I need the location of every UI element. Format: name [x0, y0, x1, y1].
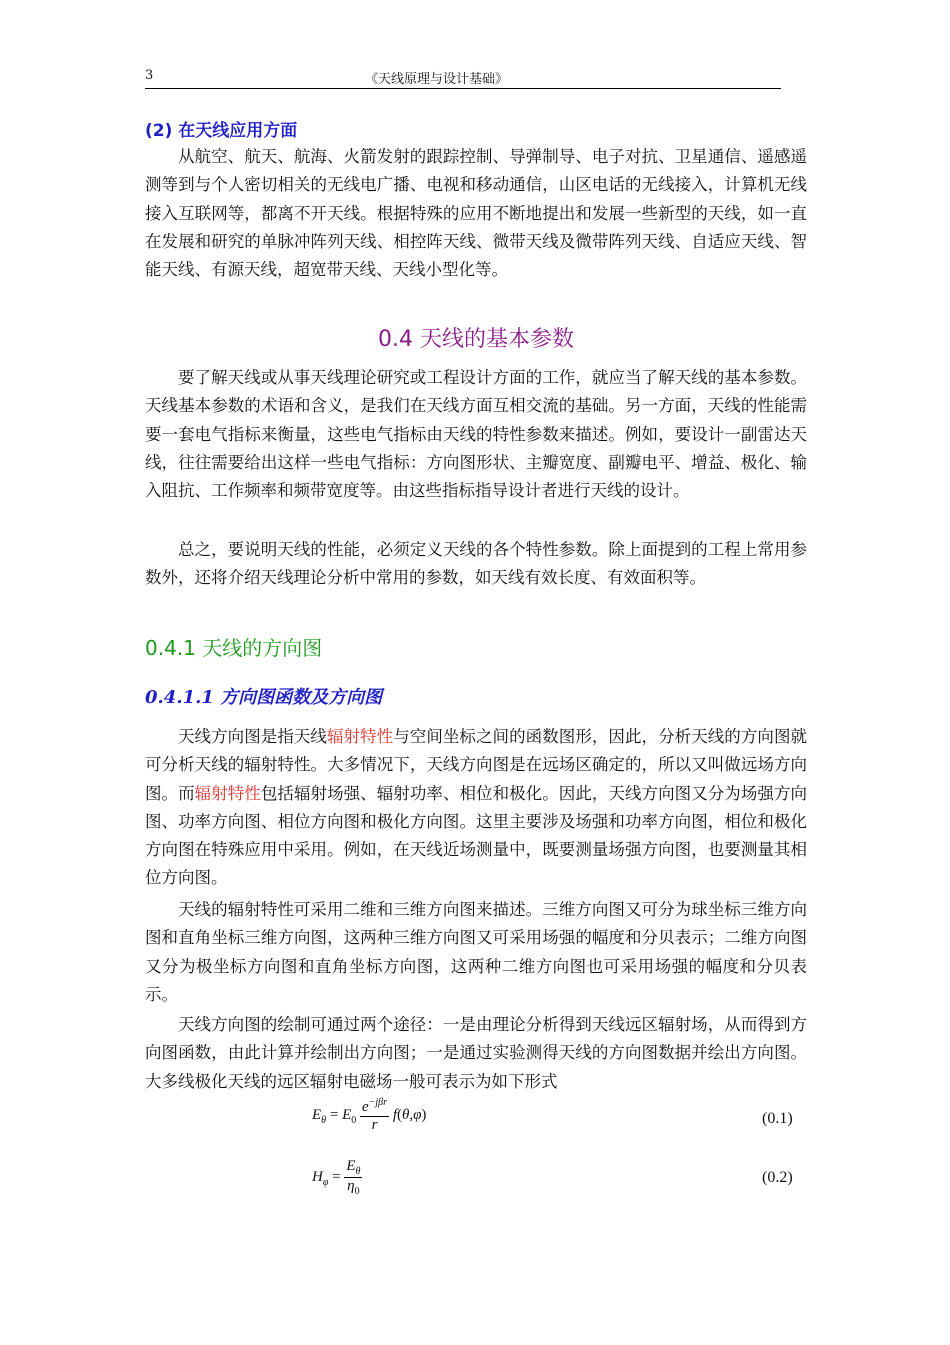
page-header	[145, 66, 781, 89]
paragraph-applications: 从航空、航天、航海、火箭发射的跟踪控制、导弹制导、电子对抗、卫星通信、遥感遥测等到与个人密切相关的无线电广播、电视和移动通信，山区电话的无线接入，计算机无线接入互联网等，都离不开天线。根据特殊的应用不断地提出和发展一些新型的天线，如一直在发展和研究的单脉冲阵列天线、相控阵天线、微带天线及微带阵列天线、自适应天线、智能天线、有源天线，超宽带天线、天线小型化等。	[145, 147, 807, 280]
text-run: 天线方向图是指天线	[178, 727, 327, 746]
text-run: 与空间坐标之间的函数图形，因此，分析天线的方向图就可分析天线的辐射特性。大多情况下，天线方向图是在远场区确定的，所以又叫做远场方向图。而	[145, 727, 808, 803]
paragraph-pattern-definition	[145, 723, 807, 893]
page-number: 3	[145, 68, 154, 83]
equation-0-2: $H_\varphi$ = $\frac{E_\theta}{\eta_0}$	[312, 1158, 361, 1197]
subsection-heading-0-4-1: 0.4.1 天线的方向图	[145, 636, 323, 660]
highlight-radiation-characteristic: 辐射特性	[327, 727, 394, 746]
paragraph-pattern-types: 天线的辐射特性可采用二维和三维方向图来描述。三维方向图又可分为球坐标三维方向图和直角坐标三维方向图，这两种三维方向图又可采用场强的幅度和分贝表示；二维方向图又分为极坐标方向图和直角坐标方向图，这两种二维方向图也可采用场强的幅度和分贝表示。	[145, 900, 807, 1004]
paragraph-basic-params-2: 总之，要说明天线的性能，必须定义天线的各个特性参数。除上面提到的工程上常用参数外，还将介绍天线理论分析中常用的参数，如天线有效长度、有效面积等。	[145, 540, 807, 588]
subsubsection-heading-0-4-1-1: 0.4.1.1 方向图函数及方向图	[145, 687, 383, 708]
equation-0-1: $E_\theta = E_0$ $\frac{e^{-j\beta r}}{r}$ f(θ,φ)	[312, 1097, 427, 1133]
heading-applications: (2) 在天线应用方面	[145, 121, 298, 141]
highlight-radiation-characteristic: 辐射特性	[194, 783, 261, 803]
text-run: 包括辐射场强、辐射功率、相位和极化。因此，天线方向图又分为场强方向图、功率方向图、相位方向图和极化方向图。这里主要涉及场强和功率方向图，相位和极化方向图在特殊应用中采用。例如，在天线近场测量中，既要测量场强方向图，也要测量其相位方向图。	[145, 783, 808, 888]
running-title: 《天线原理与设计基础》	[365, 72, 509, 87]
equation-number-0-1: (0.1)	[762, 1110, 793, 1127]
paragraph-basic-params-1: 要了解天线或从事天线理论研究或工程设计方面的工作，就应当了解天线的基本参数。天线基本参数的术语和含义，是我们在天线方面互相交流的基础。另一方面，天线的性能需要一套电气指标来衡量，这些电气指标由天线的特性参数来描述。例如，要设计一副雷达天线，往往需要给出这样一些电气指标：方向图形状、主瓣宽度、副瓣电平、增益、极化、输入阻抗、工作频率和频带宽度等。由这些指标指导设计者进行天线的设计。	[145, 368, 807, 501]
section-heading-0-4: 0.4 天线的基本参数	[378, 327, 574, 352]
paragraph-pattern-drawing: 天线方向图的绘制可通过两个途径：一是由理论分析得到天线远区辐射场，从而得到方向图函数，由此计算并绘制出方向图；一是通过实验测得天线的方向图数据并绘出方向图。大多线极化天线的远区辐射电磁场一般可表示为如下形式	[145, 1015, 807, 1091]
equation-number-0-2: (0.2)	[762, 1169, 793, 1186]
